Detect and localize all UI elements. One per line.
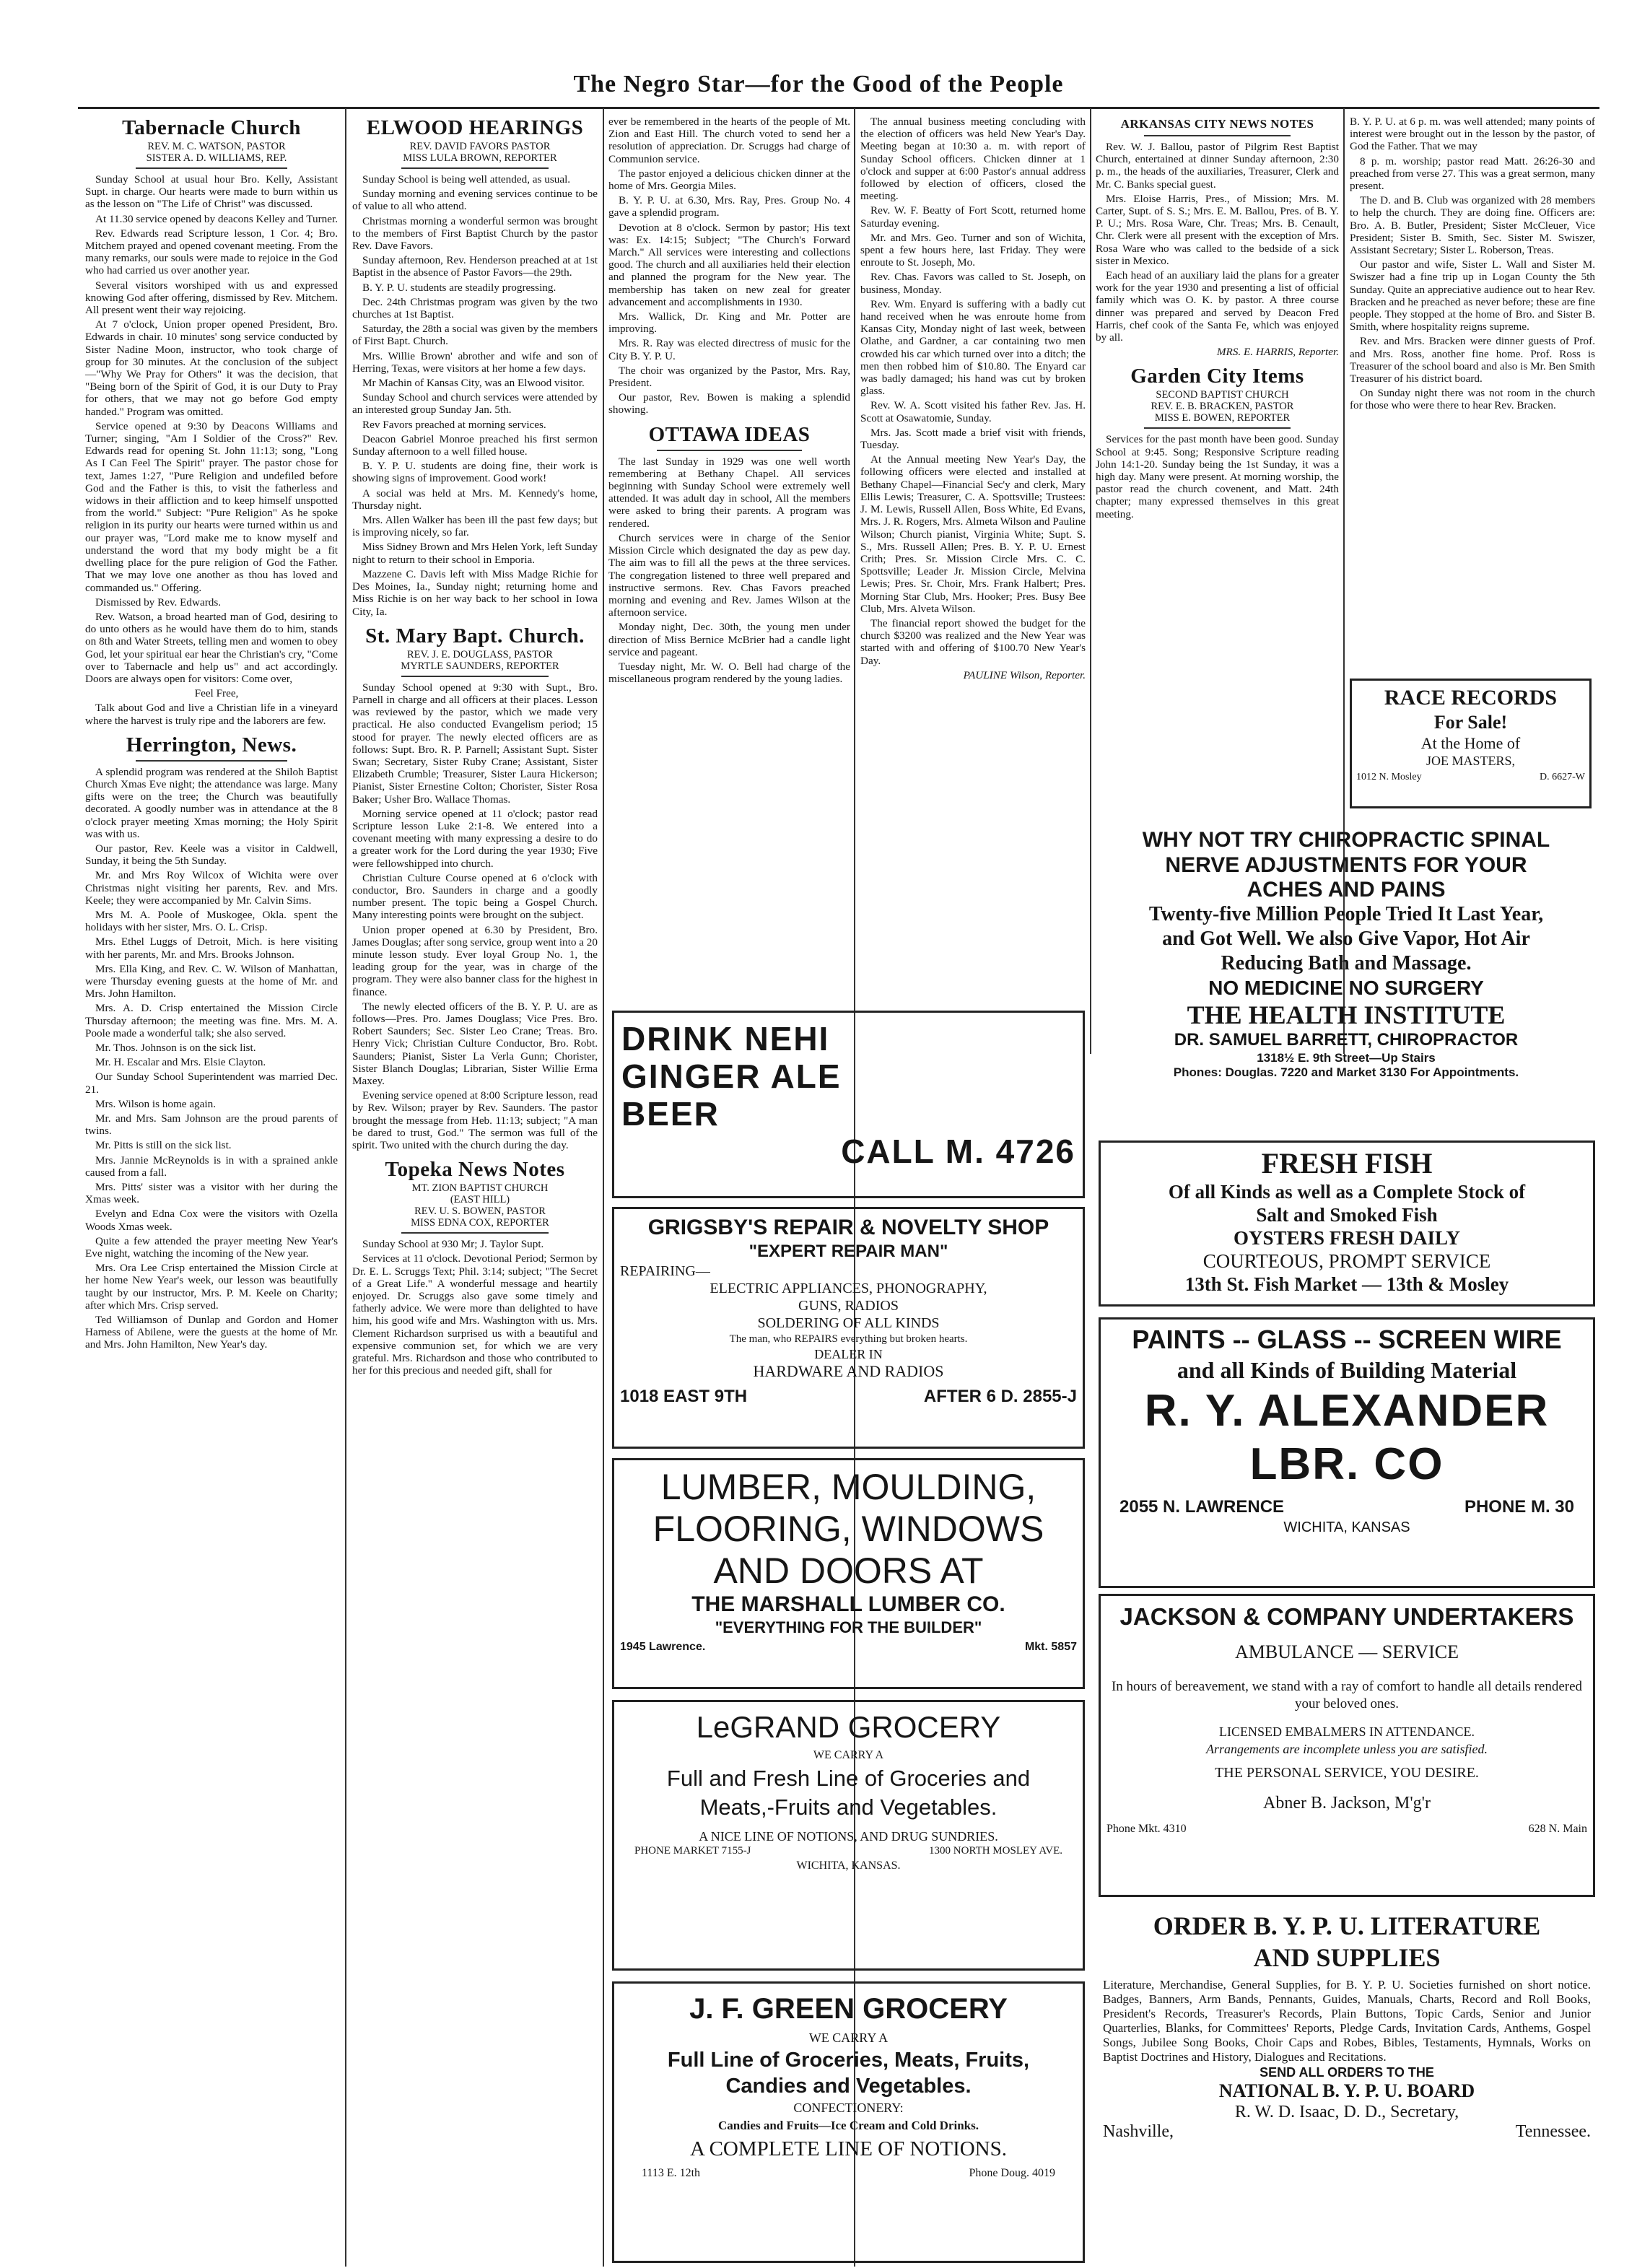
paragraph: B. Y. P. U. at 6.30, Mrs. Ray, Pres. Group No. 4 gave a splendid program. (608, 194, 850, 219)
article-rule (401, 676, 549, 677)
paragraph: Services at 11 o'clock. Devotional Period; Sermon by Dr. E. L. Scruggs Text; Phil. 3:14; subject; "The Secret of a Great Life." A wonderful message and heartily enjoyed. Dr. Scruggs also gave some timely and fatherly advice. We were more than delighted to have him, his good wife and Mrs. Washington with us. Mrs. Clement Richardson surprised us with a beautiful and expensive communion set, for which we are very grateful. Mrs. Richardson and those who contributed to her for this precious and needed gift, shall for (352, 1252, 598, 1377)
ad-line: BEER (621, 1095, 720, 1133)
ad-line: 13th St. Fish Market — 13th & Mosley (1184, 1273, 1509, 1295)
ad-line: 1318½ E. 9th Street—Up Stairs (1257, 1051, 1436, 1065)
article-topeka-continued (608, 115, 850, 416)
article-topeka (352, 1159, 598, 1377)
paragraph: Dec. 24th Christmas program was given by the two churches at 1st Baptist. (352, 295, 598, 321)
ad-bypu-literature (1099, 1906, 1595, 2263)
ad-grigsby (612, 1207, 1085, 1449)
ad-address: 1113 E. 12th (642, 2167, 701, 2179)
column-divider (603, 108, 604, 2267)
ad-fresh-fish (1099, 1140, 1595, 1307)
article-garden-city-continued (1350, 115, 1595, 412)
ad-state: Tennessee. (1515, 2122, 1591, 2141)
paragraph: Monday night, Dec. 30th, the young men under direction of Miss Bernice McBrier had a candle light service and pageant. (608, 621, 850, 658)
ad-line: LUMBER, MOULDING, (660, 1467, 1036, 1507)
ad-line: NERVE ADJUSTMENTS FOR YOUR (1165, 853, 1527, 877)
article-pastor: REV. J. E. DOUGLASS, PASTOR (407, 648, 553, 660)
article-church: SECOND BAPTIST CHURCH (1156, 389, 1289, 401)
ad-line: At the Home of (1420, 734, 1521, 752)
column-3 (608, 115, 850, 1007)
ad-health-institute (1097, 821, 1595, 1079)
paragraph: Feel Free, (194, 687, 239, 700)
article-title: Herrington, News. (126, 733, 297, 756)
paragraph: Mr. Pitts is still on the sick list. (95, 1139, 232, 1152)
article-title: ELWOOD HEARINGS (366, 116, 584, 139)
paragraph: Mr. H. Escalar and Mrs. Elsie Clayton. (95, 1056, 266, 1069)
paragraph: Mr. and Mrs. Geo. Turner and son of Wichita, spent a few hours here, last Friday. They were enroute to St. Joseph, Mo. (860, 231, 1086, 269)
article-arkansas-city (1096, 117, 1339, 358)
ad-line: Twenty-five Million People Tried It Last Year, (1148, 903, 1544, 925)
article-pastor: REV. U. S. BOWEN, PASTOR (414, 1205, 546, 1218)
ad-title: RACE RECORDS (1384, 686, 1558, 710)
article-wichita-bethany (860, 115, 1086, 681)
paragraph: Mrs. Ethel Luggs of Detroit, Mich. is here visiting with her parents, Mr. and Mrs. Brooks Johnson. (85, 935, 338, 961)
paragraph: Quite a few attended the prayer meeting New Year's Eve night, watching the incoming of the New year. (85, 1234, 338, 1260)
column-2 (352, 115, 598, 2267)
paragraph: Mrs. Ora Lee Crisp entertained the Mission Circle at her home New Year's week, our lesson was beautifully taught by our instructor, Mrs. P. M. Keele on Charity; after which Mrs. Crisp served. (85, 1262, 338, 1312)
article-reporter: MISS EDNA COX, REPORTER (411, 1217, 549, 1229)
paragraph: Devotion at 8 o'clock. Sermon by pastor; His text was: Ex. 14:15; Subject; "The Church's Forward March." All services were interesting and collections good. The church and all auxiliaries held their election and planned the program for the New year. The membership has taken on new zeal for greater advancement and accomplishments in 1930. (608, 221, 850, 308)
paragraph: Mr. and Mrs. Sam Johnson are the proud parents of twins. (85, 1112, 338, 1138)
ad-title: LeGRAND GROCERY (696, 1710, 1001, 1744)
article-herrington (85, 734, 338, 1351)
ad-line: Phones: Douglas. 7220 and Market 3130 For Appointments. (1173, 1065, 1519, 1079)
paragraph: Mrs. R. Ray was elected directress of music for the City B. Y. P. U. (608, 337, 850, 362)
paragraph: Evening service opened at 8:00 Scripture lesson, read by Rev. Wilson; prayer by Rev. Saunders. The pastor brought the message from Heb. 11:13; subject; "A man be dared to trust, God." The sermon was full of the spirit. Two united with the church during the day. (352, 1089, 598, 1152)
ad-phone: D. 6627-W (1540, 772, 1585, 782)
paragraph: Sunday School is being well attended, as usual. (362, 173, 571, 186)
paragraph: Rev. W. A. Scott visited his father Rev. Jas. H. Scott at Osawatomie, Sunday. (860, 399, 1086, 424)
article-pastor: REV. M. C. WATSON, PASTOR (147, 141, 286, 152)
article-pastor: REV. DAVID FAVORS PASTOR (409, 141, 551, 152)
paragraph: Rev. W. F. Beatty of Fort Scott, returned home Saturday evening. (860, 204, 1086, 230)
ad-line: Full and Fresh Line of Groceries and (666, 1766, 1031, 1791)
page-header (0, 0, 1637, 108)
paragraph: The newly elected officers of the B. Y. P. U. are as follows—Pres. Pro. James Douglass; Vice Pres. Bro. Robert Saunders; Sec. Sister Leo Crane; Treas. Bro. Henry Vick; Christian Culture Conductor, Bro. Robt. Saunders; Pianist, Sister La Verla Gunn; Chorister, Sister Blanch Douglas; Librarian, Sister Willie Erma Maxey. (352, 1000, 598, 1087)
ad-address: 1945 Lawrence. (620, 1641, 706, 1653)
article-reporter: MYRTLE SAUNDERS, REPORTER (401, 660, 559, 672)
article-rule (657, 450, 802, 451)
article-reporter: MISS E. BOWEN, REPORTER (1154, 412, 1291, 424)
ad-line: THE HEALTH INSTITUTE (1187, 1000, 1506, 1029)
article-st-mary (352, 625, 598, 1152)
paragraph: Mr. Thos. Johnson is on the sick list. (95, 1042, 256, 1054)
article-reporter: SISTER A. D. WILLIAMS, REP. (146, 152, 287, 164)
ad-phone: PHONE M. 30 (1464, 1497, 1574, 1517)
ad-line: and all Kinds of Building Material (1177, 1357, 1517, 1383)
article-pastor: REV. E. B. BRACKEN, PASTOR (1151, 401, 1294, 413)
column-1 (85, 115, 338, 2267)
ad-city: WICHITA, KANSAS (1283, 1519, 1410, 1535)
ad-company: THE MARSHALL LUMBER CO. (691, 1592, 1005, 1616)
paragraph: Mrs. Jannie McReynolds is in with a sprained ankle caused from a fall. (85, 1153, 338, 1179)
ad-subtitle: For Sale! (1433, 712, 1508, 733)
ad-line: Meats,-Fruits and Vegetables. (699, 1794, 998, 1820)
paragraph: The choir was organized by the Pastor, Mrs. Ray, President. (608, 364, 850, 390)
ad-body: Literature, Merchandise, General Supplies, for B. Y. P. U. Societies furnished on short notice. Badges, Banners, Arm Bands, Pennants, Guides, Manuals, Charts, Record and Roll Books, President's Records, Treasurer's Records, Plain Buttons, Topic Cards, Senior and Junior Quarterlies, Blanks, for Committees' Reports, Pledge Cards, Invitation Cards, Anthems, Gospel Songs, Jubilee Song Books, Choir Caps and Robes, Bibles, Testaments, Hymnals, Works on Baptist Doctrines and History, Dialogues and Recitations. (1103, 1978, 1591, 2064)
paragraph: Rev. Watson, a broad hearted man of God, desiring to do unto others as he would have them do to him, stands on 8th and Water Streets, telling men and women to obey God, let your spiritual ear hear the Christian's cry, "Come over to Tabernacle and help us" and act accordingly. Doors are always open for visitors: Come over, (85, 610, 338, 685)
ad-phone: Phone Doug. 4019 (969, 2167, 1055, 2179)
ad-line: DRINK NEHI (621, 1020, 830, 1057)
article-rule (1144, 427, 1290, 429)
column-divider (1090, 108, 1091, 1054)
paragraph: The annual business meeting concluding with the election of officers was held New Year's Day. Meeting began at 10:30 a. m. with report of Sunday School officers. Chicken dinner at 1 o'clock and supper at 6:00 Pastor's annual address followed by election of officers, closed the meeting. (860, 115, 1086, 203)
ad-line: LICENSED EMBALMERS IN ATTENDANCE. (1219, 1724, 1475, 1739)
article-rule (136, 167, 287, 169)
paragraph: A social was held at Mrs. M. Kennedy's home, Thursday night. (352, 487, 598, 512)
paragraph: Mr. and Mrs Roy Wilcox of Wichita were over Christmas night visiting her parents, Rev. and Mrs. Keele; they were accompanied by Mr. Calvin Sims. (85, 869, 338, 907)
paragraph: Mrs. Willie Brown' abrother and wife and son of Herring, Texas, were visitors at her home a few days. (352, 349, 598, 375)
paragraph: Church services were in charge of the Senior Mission Circle which designated the day as pew day. The aim was to fill all the pews at the three services. The congregation listened to three well prepared and instructive sermons. Rev. Chas Favors preached morning and evening and Rev. James Wilson at the afternoon service. (608, 531, 850, 619)
paragraph: Mrs. Eloise Harris, Pres., of Mission; Mrs. M. Carter, Supt. of S. S.; Mrs. E. M. Ballou, Pres. of B. Y. P. U.; Mrs. Rosa Ware, Chr. Treas; Mrs. B. Cenault, Chr. Clerk were all present with the exception of Mrs. Rosa Ware who was called to the bedside of a sick sister in Mexico. (1096, 192, 1339, 267)
ad-title: GRIGSBY'S REPAIR & NOVELTY SHOP (647, 1216, 1049, 1239)
article-title: ARKANSAS CITY NEWS NOTES (1120, 117, 1314, 131)
article-title: Topeka News Notes (385, 1158, 565, 1182)
paragraph: The pastor enjoyed a delicious chicken dinner at the home of Mrs. Georgia Miles. (608, 167, 850, 193)
ad-address: 628 N. Main (1528, 1823, 1587, 1835)
ad-line: THE PERSONAL SERVICE, YOU DESIRE. (1215, 1765, 1479, 1781)
ad-line: Of all Kinds as well as a Complete Stock of (1168, 1181, 1526, 1203)
ad-company: R. Y. ALEXANDER LBR. CO (1144, 1386, 1550, 1489)
ad-line: WE CARRY A (808, 2031, 889, 2045)
ad-line: HARDWARE AND RADIOS (753, 1362, 944, 1380)
ad-line: NO MEDICINE NO SURGERY (1208, 977, 1484, 999)
paragraph: The financial report showed the budget for the church $3200 was realized and the New Year was started with and offering of $100.70 New Year's Day. (860, 616, 1086, 667)
ad-line: AMBULANCE — SERVICE (1235, 1641, 1459, 1662)
ad-line: AND DOORS AT (713, 1550, 984, 1591)
ad-nehi (612, 1011, 1085, 1198)
ad-alexander-lumber (1099, 1317, 1595, 1588)
article-title: St. Mary Bapt. Church. (365, 624, 585, 647)
ad-address: 1018 EAST 9TH (620, 1387, 748, 1406)
ad-race-records (1350, 679, 1592, 808)
paragraph: Several visitors worshiped with us and expressed knowing God after offering, dismissed by Rev. Mitchem. All present went their way rejoicing. (85, 279, 338, 317)
paragraph: Ted Williamson of Dunlap and Gordon and Homer Harness of Abilene, were the guests at the home of Mr. and Mrs. John Hamilton, New Year's day. (85, 1314, 338, 1351)
ad-phone: PHONE MARKET 7155-J (634, 1845, 751, 1857)
ad-line: FLOORING, WINDOWS (652, 1509, 1044, 1549)
ad-manager: Abner B. Jackson, M'g'r (1263, 1794, 1431, 1813)
paragraph: Sunday School and church services were attended by an interested group Sunday Jan. 5th. (352, 391, 598, 416)
ad-phone: Phone Mkt. 4310 (1106, 1823, 1187, 1835)
ad-line: GUNS, RADIOS (798, 1298, 899, 1314)
ad-line: A NICE LINE OF NOTIONS, AND DRUG SUNDRIES. (699, 1829, 998, 1844)
paragraph: At 7 o'clock, Union proper opened President, Bro. Edwards in chair. 10 minutes' song service conducted by Sister Nadine Moon, instructor, who took charge of group for 30 minutes. At the conclusion of the subject—"Why We Pray for Others" it was the decision, that "Being born of the Spirit of God, it is our Duty to Pray for others, that we may not go before God empty handed." Program was omitted. (85, 318, 338, 418)
ad-line: Candies and Vegetables. (725, 2075, 972, 2098)
ad-line: ELECTRIC APPLIANCES, PHONOGRAPHY, (710, 1281, 987, 1296)
column-5 (1096, 115, 1339, 780)
ad-line: DEALER IN (814, 1347, 883, 1361)
paragraph: On Sunday night there was not room in the church for those who were there to hear Rev. Bracken. (1350, 387, 1595, 412)
ad-line: The man, who REPAIRS everything but broken hearts. (729, 1333, 968, 1345)
paragraph: Mr Machin of Kansas City, was an Elwood visitor. (362, 377, 585, 390)
paragraph: A splendid program was rendered at the Shiloh Baptist Church Xmas Eve night; the attendance was large. Many gifts were on the tree; the Church was beautifully decorated. A goodly number was in attendance at the 8 o'clock prayer meeting Xmas morning; the Holy Spirit was with us. (85, 765, 338, 840)
paragraph: The last Sunday in 1929 was one well worth remembering at Bethany Chapel. All services beginning with Sunday School were extremely well attended. It was adult day in school, All the members were asked to bring their parents. A program was rendered. (608, 455, 850, 530)
ad-city: WICHITA, KANSAS. (796, 1859, 901, 1872)
ad-line: WHY NOT TRY CHIROPRACTIC SPINAL (1142, 828, 1550, 852)
article-rule (136, 760, 287, 762)
ad-line: GINGER ALE (621, 1057, 842, 1095)
paragraph: Rev. Chas. Favors was called to St. Joseph, on business, Monday. (860, 271, 1086, 296)
article-tabernacle (85, 117, 338, 727)
article-reporter: MISS LULA BROWN, REPORTER (403, 152, 557, 164)
article-elwood (352, 117, 598, 618)
paragraph: Evelyn and Edna Cox were the visitors with Ozella Woods Xmas week. (85, 1208, 338, 1233)
paragraph: Services for the past month have been good. Sunday School at 9:45. Song; Responsive Scripture reading John 14:1-20. Sunday being the 1st Sunday, it was a high day. Many were present. At morning worship, the pastor read the church covenent, and Matt. 24th chapter; many expressed themselves in this great meeting. (1096, 433, 1339, 520)
ad-line: NATIONAL B. Y. P. U. BOARD (1218, 2080, 1475, 2101)
paragraph: Mrs. Wilson is home again. (95, 1097, 217, 1110)
paragraph: Mrs. Jas. Scott made a brief visit with friends, Tuesday. (860, 426, 1086, 452)
ad-jackson-undertakers (1099, 1594, 1595, 1897)
ad-green-grocery (612, 1981, 1085, 2263)
paragraph: Saturday, the 28th a social was given by the members of First Bapt. Church. (352, 323, 598, 348)
paragraph: At 11.30 service opened by deacons Kelley and Turner. (95, 212, 339, 225)
paragraph: The D. and B. Club was organized with 28 members to help the church. They are doing fine. Officers are: Bro. A. B. Butler, President; Sister McCleuer, Vice President; Sister B. Smith, Sec. Sister M. Swiszer, Assistant Secretary; Sister L. Roberson, Treas. (1350, 194, 1595, 257)
paragraph: Tuesday night, Mr. W. O. Bell had charge of the miscellaneous program rendered by the young ladies. (608, 660, 850, 686)
ad-line: Arrangements are incomplete unless you are satisfied. (1205, 1742, 1488, 1756)
ad-title: J. F. GREEN GROCERY (689, 1993, 1008, 2025)
article-rule (401, 1232, 549, 1234)
article-church: MT. ZION BAPTIST CHURCH (411, 1182, 549, 1195)
paragraph: Our pastor and wife, Sister L. Wall and Sister M. Swiszer had a fine trip up in Logan County the 5th Sunday. Quite an appreciative audience out to hear Rev. Bracken and he preached as never before; these are fine people. They stopped at the home of Bro. and Sister B. Smith, where hospitality reigns supreme. (1350, 258, 1595, 333)
ad-city: Nashville, (1103, 2122, 1174, 2141)
paragraph: Rev. W. J. Ballou, pastor of Pilgrim Rest Baptist Church, entertained at dinner Sunday afternoon, 2:30 p. m., the heads of the auxiliaries, Treasurer, Clerk and Mr. C. Banks special guest. (1096, 141, 1339, 191)
article-rule (401, 167, 549, 169)
ad-line: Full Line of Groceries, Meats, Fruits, (667, 2049, 1030, 2072)
paragraph: Each head of an auxiliary laid the plans for a greater work for the year 1930 and presenting a list of official family which was O. K. by pastor. A three course dinner was prepared and served by Deacon Fred Harris, chef cook of the Santa Fe, which was enjoyed by all. (1096, 269, 1339, 344)
ad-subtitle: AND SUPPLIES (1253, 1943, 1441, 1972)
ad-address: 2055 N. LAWRENCE (1119, 1497, 1285, 1517)
ad-line: WE CARRY A (813, 1749, 884, 1761)
ad-line: "EVERYTHING FOR THE BUILDER" (715, 1618, 982, 1636)
ad-line: In hours of bereavement, we stand with a ray of comfort to handle all details rendered your beloved ones. (1111, 1679, 1583, 1711)
ad-line: Reducing Bath and Massage. (1221, 952, 1472, 974)
article-title: Garden City Items (1130, 365, 1304, 388)
paragraph: Our pastor, Rev. Bowen is making a splendid showing. (608, 391, 850, 416)
ad-title: JACKSON & COMPANY UNDERTAKERS (1119, 1603, 1574, 1630)
ad-title: FRESH FISH (1261, 1147, 1433, 1179)
paragraph: At the Annual meeting New Year's Day, the following officers were elected and installed at Bethany Chapel—Financial Sec'y and clerk, Mary Ellis Lewis; Treasurer, C. A. Spottsville; Trustees: J. M. Lewis, Russell Allen, Boss White, Ed Evans, Mrs. J. R. Rogers, Mrs. Almeta Wilson and Pauline Wilson; Church pianist, Virginia White; Supt. S. S., Mrs. Russell Allen; Pres. B. Y. P. U. Ernest Crith; Pres. Sr. Mission Circle Mrs. C. C. Spottsville; Leader Jr. Mission Circle, Melvina Lewis; Pres. Sr. Choir, Mrs. Frank Halbert; Pres. Morning Star Club, Mrs. Hooker; Pres. Busy Bee Club, Mrs. Alveta Wilson. (860, 453, 1086, 615)
article-title: OTTAWA IDEAS (648, 422, 811, 446)
column-4 (860, 115, 1086, 1007)
ad-line: SOLDERING OF ALL KINDS (757, 1315, 940, 1331)
ad-line: COURTEOUS, PROMPT SERVICE (1202, 1250, 1491, 1272)
column-6 (1350, 115, 1595, 671)
ad-line: PAINTS -- GLASS -- SCREEN WIRE (1132, 1325, 1562, 1354)
paragraph: Rev. and Mrs. Bracken were dinner guests of Prof. and Mrs. Ross, another fine home. Prof. Ross is Treasurer of the school board and also is Mr. Ben Smith Treasurer of his district board. (1350, 335, 1595, 385)
paragraph: Mrs. Pitts' sister was a visitor with her during the Xmas week. (85, 1181, 338, 1206)
ad-line: and Got Well. We also Give Vapor, Hot Air (1162, 928, 1530, 950)
ad-line: REPAIRING— (620, 1263, 710, 1279)
ad-phone: CALL M. 4726 (841, 1133, 1075, 1170)
ad-line: CONFECTIONERY: (793, 2101, 904, 2115)
paragraph: Morning service opened at 11 o'clock; pastor read Scripture lesson Luke 2:1-8. We entered into a covenant meeting with many expressing a desire to do a greater work for the Lord during the year 1930; Five were fellowshipped into church. (352, 807, 598, 870)
paragraph: Service opened at 9:30 by Deacons Williams and Turner; singing, "Am I Soldier of the Cross?" Rev. Edwards read for opening St. John 11:13; song, "Long As I Can Feel The Spirit" prayer. The pastor chose for text, James 1:27, "Pure Religion and undefiled before God and the Father is this, to visit the fatherless and widows in their affliction and to keep himself unspotted from the world." Subject: "Pure Religion" As he spoke religion in its purity our hearts were turned within us and our prayer was, "Lord make me to know myself and understand the word that my body might be a fit dwelling place for the pure religion of God the Father. That we may love one another as thou has loved and commanded us." Offering. (85, 419, 338, 594)
ad-line: DR. SAMUEL BARRETT, CHIROPRACTOR (1174, 1030, 1519, 1050)
ad-phone: AFTER 6 D. 2855-J (923, 1387, 1077, 1406)
ad-address: 1300 NORTH MOSLEY AVE. (929, 1845, 1062, 1857)
paragraph: Miss Sidney Brown and Mrs Helen York, left Sunday night to return to their school in Emporia. (352, 541, 598, 566)
paragraph: ever be remembered in the hearts of the people of Mt. Zion and East Hill. The church voted to send her a resolution of appreciation. Dr. Scruggs had charge of Communion service. (608, 115, 850, 165)
paragraph: Our pastor, Rev. Keele was a visitor in Caldwell, Sunday, it being the 5th Sunday. (85, 842, 338, 868)
paragraph: Sunday morning and evening services continue to be of value to all who attend. (352, 188, 598, 213)
paragraph: B. Y. P. U. at 6 p. m. was well attended; many points of interest were brought out in the lesson by the pastor, of God the Father. That we may (1350, 115, 1595, 153)
ad-line: R. W. D. Isaac, D. D., Secretary, (1234, 2103, 1459, 2121)
paragraph: Christmas morning a wonderful sermon was brought to the members of First Baptist Church by the pastor Rev. Dave Favors. (352, 214, 598, 253)
paragraph: Sunday School at 930 Mr; J. Taylor Supt. (362, 1238, 544, 1251)
ad-line: A COMPLETE LINE OF NOTIONS. (689, 2137, 1008, 2160)
reporter-signature: MRS. E. HARRIS, Reporter. (1216, 346, 1339, 359)
masthead: The Negro Star—for the Good of the People (573, 71, 1064, 97)
ad-legrand-grocery (612, 1700, 1085, 1971)
paragraph: Mazzene C. Davis left with Miss Madge Richie for Des Moines, Ia., Sunday night; returning home and Miss Richie is on her way back to her school in Iowa City, Ia. (352, 567, 598, 618)
paragraph: Our Sunday School Superintendent was married Dec. 21. (85, 1070, 338, 1096)
paragraph: Sunday afternoon, Rev. Henderson preached at at 1st Baptist in the absence of Pastor Favors—the 29th. (352, 254, 598, 279)
paragraph: 8 p. m. worship; pastor read Matt. 26:26-30 and preached from verse 27. This was a great sermon, many present. (1350, 154, 1595, 193)
ad-phone: Mkt. 5857 (1024, 1641, 1077, 1653)
paragraph: Mrs. Wallick, Dr. King and Mr. Potter are improving. (608, 310, 850, 336)
article-ottawa (608, 424, 850, 686)
ad-line: ACHES AND PAINS (1247, 878, 1446, 902)
ad-title: ORDER B. Y. P. U. LITERATURE (1153, 1911, 1541, 1940)
paragraph: Mrs. Ella King, and Rev. C. W. Wilson of Manhattan, were Thursday evening guests at the home of Mr. and Mrs. John Hamilton. (85, 962, 338, 1000)
paragraph: B. Y. P. U. students are doing fine, their work is showing signs of improvement. Good work! (352, 460, 598, 485)
paragraph: Christian Culture Course opened at 6 o'clock with conductor, Bro. Saunders in charge and a goodly number present. The topic being a Gospel Church. Many interesting points were brought on the subject. (352, 871, 598, 922)
ad-marshall-lumber (612, 1458, 1085, 1689)
column-divider (345, 108, 346, 2267)
paragraph: Rev. Wm. Enyard is suffering with a badly cut hand received when he was enroute home from Kansas City, Monday night of last week, between Olathe, and Gardner, a car containing two men crowded his car which turned over into a ditch; the men then robbed him of $10.80. The Enyard car was badly damaged; his hand was cut by broken glass. (860, 297, 1086, 398)
article-place: (EAST HILL) (450, 1194, 510, 1206)
article-rule (1144, 135, 1290, 136)
paragraph: Mrs. Allen Walker has been ill the past few days; but is improving nicely, so far. (352, 514, 598, 539)
paragraph: Rev Favors preached at morning services. (362, 418, 546, 431)
ad-address: 1012 N. Mosley (1356, 772, 1422, 782)
article-title: Tabernacle Church (122, 116, 301, 139)
paragraph: Sunday School opened at 9:30 with Supt., Bro. Parnell in charge and all officers at their places. Lesson was reviewed by the pastor, which we made very practical. He also conducted Evangelism period; 15 stood for prayer. The newly elected officers are as follows: Supt. Bro. R. P. Parnell; Assistant Supt. Sister Swan; Secretary, Sister Ruby Crane; Assistant, Sister Elizabeth Crumble; Treasurer, Sister Laura Hickerson; Pianist, Sister Ernestine Colton; Chorister, Sister Rosa Baker; Usher Bro. Wallace Thomas. (352, 681, 598, 806)
ad-line: Candies and Fruits—Ice Cream and Cold Drinks. (718, 2119, 979, 2132)
paragraph: Mrs. A. D. Crisp entertained the Mission Circle Thursday afternoon; the meeting was fine. Mrs. M. A. Poole made a wonderful talk; she also served. (85, 1002, 338, 1039)
ad-line: Salt and Smoked Fish (1256, 1204, 1438, 1226)
header-rule (78, 107, 1599, 109)
ad-line: OYSTERS FRESH DAILY (1233, 1227, 1461, 1249)
ad-line: SEND ALL ORDERS TO THE (1260, 2065, 1434, 2080)
paragraph: B. Y. P. U. students are steadily progressing. (362, 281, 556, 294)
paragraph: Mrs M. A. Poole of Muskogee, Okla. spent the holidays with her sister, Mrs. O. L. Crisp. (85, 908, 338, 934)
ad-subtitle: "EXPERT REPAIR MAN" (748, 1242, 948, 1261)
reporter-signature: PAULINE Wilson, Reporter. (963, 668, 1086, 681)
paragraph: Rev. Edwards read Scripture lesson, 1 Cor. 4; Bro. Mitchem prayed and opened covenant meeting. From the many remarks, our souls were made to rejoice in the God who had carried us over another year. (85, 227, 338, 277)
paragraph: Dismissed by Rev. Edwards. (95, 596, 222, 609)
paragraph: Deacon Gabriel Monroe preached his first sermon Sunday afternoon to a well filled house. (352, 432, 598, 458)
paragraph: Sunday School at usual hour Bro. Kelly, Assistant Supt. in charge. Our hearts were made to burn within us as the lesson on "The Life of Christ" was discussed. (85, 173, 338, 211)
paragraph: Union proper opened at 6.30 by President, Bro. James Douglas; after song service, group went into a 20 minute lesson study. Ever loyal Group No. 1, the leading group for the year, was in charge of the program. They were also banner class for the highest in finance. (352, 923, 598, 998)
paragraph: Talk about God and live a Christian life in a vineyard where the harvest is truly ripe and the laborers are few. (85, 702, 338, 727)
ad-name: JOE MASTERS, (1426, 754, 1516, 768)
article-garden-city (1096, 365, 1339, 520)
